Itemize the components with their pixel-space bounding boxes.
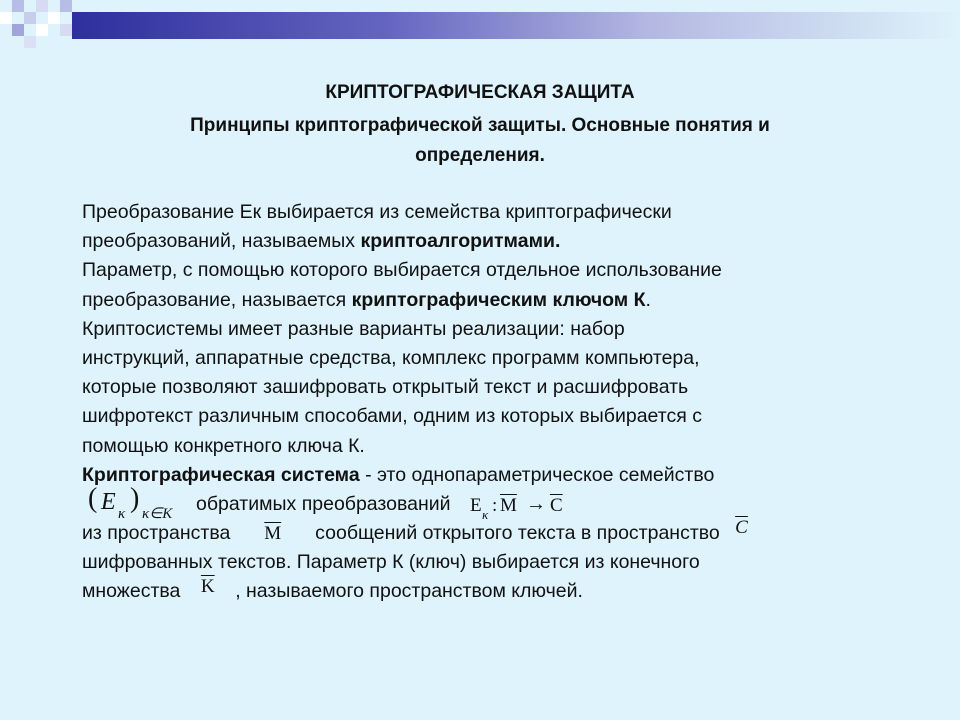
text-line	[82, 577, 882, 606]
deco-square	[60, 24, 72, 36]
text-line	[82, 483, 882, 523]
subtitle-line: определения.	[415, 145, 545, 166]
symbol-M: $\overline{M}$	[264, 523, 282, 545]
text-span: .	[645, 288, 651, 311]
deco-square	[48, 12, 60, 24]
text-line: Криптосистемы имеет разные варианты реализации: набор	[82, 317, 625, 340]
page-title: КРИПТОГРАФИЧЕСКАЯ ЗАЩИТА	[325, 82, 635, 103]
arrow-icon: →	[525, 493, 546, 516]
deco-square	[36, 24, 48, 36]
text-line	[82, 519, 882, 548]
paren-right: )	[130, 483, 140, 515]
text-span: сообщений открытого текста в пространство	[315, 522, 720, 545]
text-line: Преобразование Ек выбирается из семейства криптографически	[82, 201, 672, 223]
symbol-kappa: κ	[118, 506, 126, 523]
deco-square	[12, 24, 24, 36]
symbol-C: $\overline{C}$	[735, 517, 748, 539]
deco-square	[24, 12, 36, 24]
text-line: Параметр, с помощью которого выбирается отдельное использование	[82, 259, 722, 282]
text-line: шифротекст различным способами, одним из которых выбирается с	[82, 405, 702, 428]
text-line: помощью конкретного ключа К.	[82, 434, 365, 457]
text-span: преобразований, называемых	[82, 230, 361, 253]
decorative-header	[0, 0, 960, 48]
deco-square	[24, 36, 36, 48]
deco-square	[60, 0, 72, 12]
header-gradient-bar	[72, 12, 960, 39]
family-index: κ∈K	[142, 506, 173, 523]
term-cryptoalgorithms: криптоалгоритмами.	[360, 230, 561, 253]
symbol-K: $\overline{K}$	[200, 576, 215, 598]
paren-left: (	[88, 483, 98, 515]
body-text	[82, 198, 882, 606]
mapping-formula	[469, 490, 580, 523]
term-crypto-system: Криптографическая система	[82, 463, 360, 486]
page-subtitle	[80, 111, 880, 171]
deco-square	[12, 0, 24, 12]
symbol-kappa: κ	[481, 507, 489, 523]
symbol-M: $\overline{M}$	[499, 495, 517, 517]
text-line: которые позволяют зашифровать открытый текст и расшифровать	[82, 376, 689, 399]
symbol-C: $\overline{C}$	[549, 495, 563, 517]
term-crypto-key: криптографическим ключом К	[351, 288, 646, 311]
text-line: шифрованных текстов. Параметр К (ключ) выбирается из конечного	[82, 551, 700, 574]
text-span: , называемого пространством ключей.	[235, 580, 583, 603]
deco-square	[0, 12, 12, 24]
text-span: из пространства	[82, 522, 231, 545]
subtitle-line: Принципы криптографической защиты. Основные понятия и	[190, 115, 770, 136]
text-span: обратимых преобразований	[196, 493, 451, 516]
symbol-E: E	[101, 489, 116, 516]
colon: :	[491, 495, 498, 517]
text-line	[82, 461, 882, 490]
text-line: инструкций, аппаратные средства, комплекс программ компьютера,	[82, 347, 700, 370]
deco-square	[36, 0, 48, 12]
text-line	[82, 227, 882, 256]
text-span: множества	[82, 580, 181, 603]
family-formula	[82, 483, 196, 523]
symbol-E: E	[469, 495, 482, 517]
text-span: - это однопараметрическое семейство	[359, 463, 715, 486]
text-line	[82, 286, 882, 315]
text-span: преобразование, называется	[82, 288, 352, 311]
